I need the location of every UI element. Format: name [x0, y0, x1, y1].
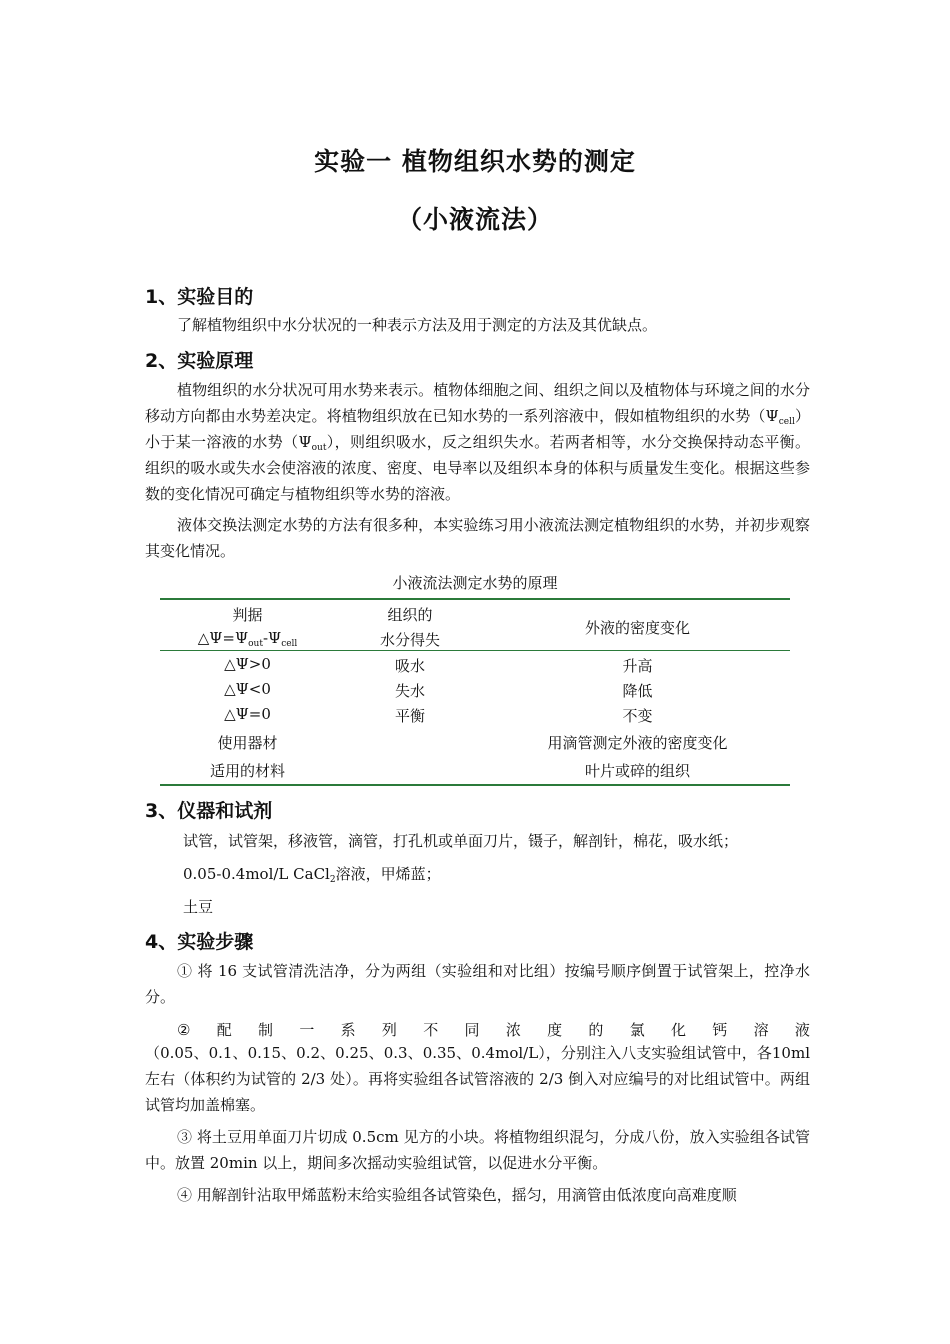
table-row-1-density: 升高 [622, 657, 653, 675]
table-row-5-material: 叶片或碎的组织 [584, 762, 690, 780]
section-heading-procedure: 4、实验步骤 [145, 931, 254, 953]
table-row-3-criterion: △Ψ=0 [224, 705, 271, 723]
procedure-step-4: ④ 用解剖针沾取甲烯蓝粉末给实验组各试管染色，摇匀，用滴管由低浓度向高难度顺 [177, 1186, 737, 1204]
procedure-step-3: ③ 将土豆用单面刀片切成 0.5cm 见方的小块。将植物组织混匀，分成八份，放入实验组各试管中。放置 20min 以上，期间多次摇动实验组试管，以促进水分平衡。 [145, 1128, 810, 1172]
section-heading-apparatus: 3、仪器和试剂 [145, 800, 273, 822]
table-caption: 小液流法测定水势的原理 [392, 574, 558, 592]
table-row-4-label: 使用器材 [217, 734, 278, 752]
principle-paragraph-2: 液体交换法测定水势的方法有很多种，本实验练习用小液流法测定植物组织的水势，并初步观察其变化情况。 [145, 516, 810, 560]
table-header-formula: $\triangle\Psi=\Psi_{out}-\Psi_{cell}$ [197, 629, 298, 649]
table-header-criterion: 判据 [232, 606, 263, 624]
procedure-step-2-rest: （0.05、0.1、0.15、0.2、0.25、0.3、0.35、0.4mol/L），分别注入八支实验组试管中，各10ml 左右（体积约为试管的 2/3 处）。再将实验组各试管溶液的 2/3 倒入对应编号的对比组试管中。两组试管均加盖棉塞。 [145, 1044, 810, 1114]
table-row-2-criterion: △Ψ<0 [224, 680, 271, 698]
section-heading-principle: 2、实验原理 [145, 350, 254, 372]
table-row-3-water: 平衡 [394, 707, 425, 725]
apparatus-list: 试管，试管架，移液管，滴管，打孔机或单面刀片，镊子，解剖针，棉花，吸水纸； [183, 832, 739, 850]
table-row-5-label: 适用的材料 [209, 762, 285, 780]
reagent-list: 0.05-0.4mol/L CaCl$_2$溶液，甲烯蓝； [183, 865, 441, 885]
table-row-3-density: 不变 [622, 707, 653, 725]
principle-paragraph-1: 植物组织的水分状况可用水势来表示。植物体细胞之间、组织之间以及植物体与环境之间的水分移动方向都由水势差决定。将植物组织放在已知水势的一系列溶液中，假如植物组织的水势$(\Psi_{cell})$小于某一溶液的水势$(\Psi_{out})$，则组织吸水，反之组织失水。若两者相等，水分交换保持动态平衡。组织的吸水或失水会使溶液的浓度、密度、电导率以及组织本身的体积与质量发生变化。根据这些参数的变化情况可确定与植物组织等水势的溶液。 [145, 381, 810, 503]
section-heading-purpose: 1、实验目的 [145, 286, 254, 308]
table-header-rule [160, 650, 790, 651]
procedure-step-1: ① 将 16 支试管清洗洁净，分为两组（实验组和对比组）按编号顺序倒置于试管架上，控净水分。 [145, 962, 810, 1006]
table-row-1-criterion: △Ψ>0 [224, 655, 271, 673]
material-list: 土豆 [183, 898, 214, 916]
table-header-density-change: 外液的密度变化 [584, 619, 690, 637]
procedure-step-2-first-line: ② 配 制 一 系 列 不 同 浓 度 的 氯 化 钙 溶 液 [177, 1021, 810, 1039]
purpose-text: 了解植物组织中水分状况的一种表示方法及用于测定的方法及其优缺点。 [177, 316, 658, 334]
table-row-2-water: 失水 [394, 682, 425, 700]
table-top-rule [160, 598, 790, 600]
table-header-water-gain-loss-line2: 水分得失 [379, 631, 440, 649]
document-title: 实验一 植物组织水势的测定 [314, 147, 636, 176]
document-subtitle: （小液流法） [396, 205, 553, 234]
table-bottom-rule [160, 784, 790, 786]
table-row-2-density: 降低 [622, 682, 653, 700]
table-header-water-gain-loss: 组织的 [387, 606, 433, 624]
table-row-1-water: 吸水 [394, 657, 425, 675]
table-row-4-equipment: 用滴管测定外液的密度变化 [547, 734, 728, 752]
